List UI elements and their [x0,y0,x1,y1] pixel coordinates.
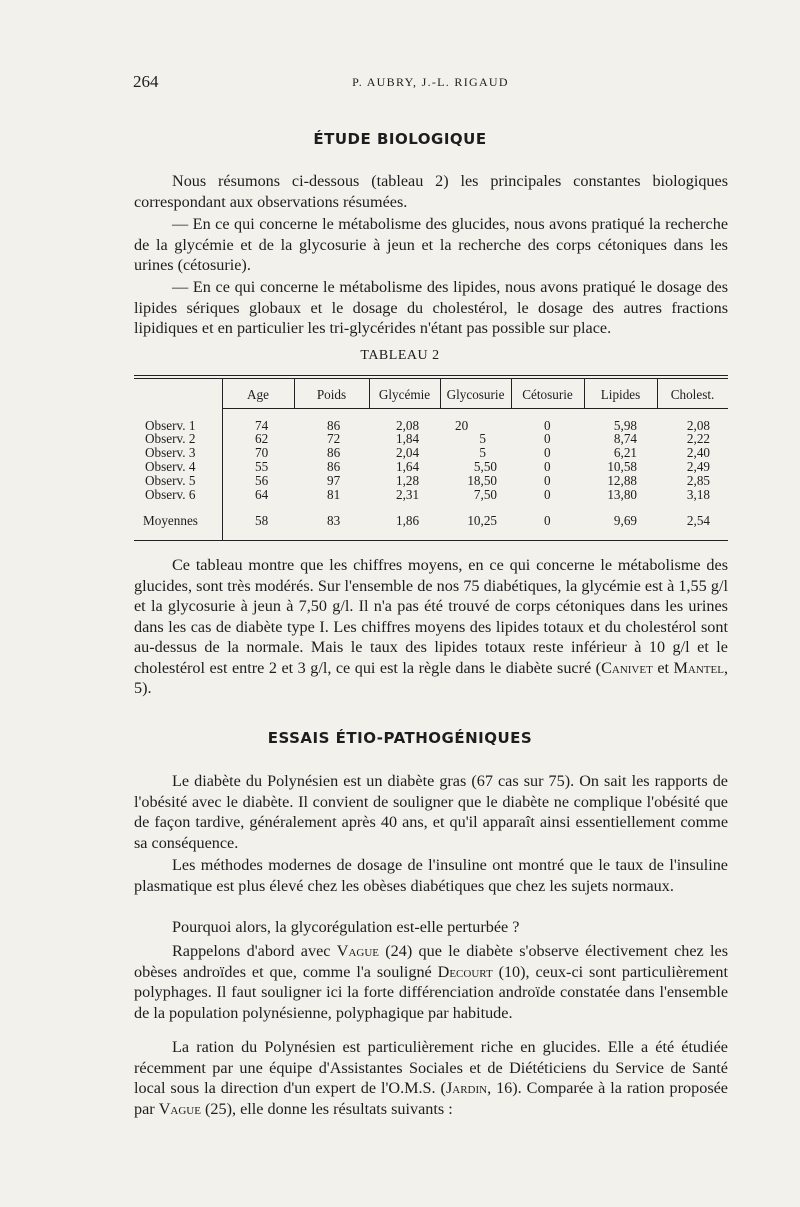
table-cell: 5 [479,445,486,460]
citation-author: Mantel [673,658,724,677]
table-cell: 0 [544,418,551,433]
table-cell: 2,54 [686,513,710,528]
table-row-label: Observ. 2 [145,431,196,446]
ration-text-a: La ration du Polynésien est particulièrement riche en glucides. Elle a été étudiée récemment par une équipe d'Assistantes Sociales et de Diététiciens du Service de Santé local sous la direction d'un expert de l'O.M.S. ( [134,1038,728,1097]
table-cell: 86 [327,459,341,474]
vague-text-a: Rappelons d'abord avec [172,942,337,960]
paragraph-glucides: — En ce qui concerne le métabolisme des glucides, nous avons pratiqué la recherche de la glycémie et de la glycosurie à jeun et la recherche des corps cétoniques dans les urines (cétosurie). [134,215,728,274]
table-cell: 58 [255,513,269,528]
table-row-label: Observ. 6 [145,487,196,502]
running-head: P. AUBRY, J.-L. RIGAUD [352,75,509,89]
analysis-text: Ce tableau montre que les chiffres moyens, en ce qui concerne le métabolisme des glucides, sont très modérés. Sur l'ensemble de nos 75 diabétiques, la glycémie est à 1,55 g/l et la glycosurie à jeun à 7,50 g/l. Il n'a pas été trouvé de corps cétoniques dans les urines dans les cas de diabète type I. Les chiffres moyens des lipides totaux et du cholestérol sont au-dessus de la normale. Mais le taux des lipides totaux reste inférieur à 10 g/l et le cholestérol est entre 2 et 3 g/l, ce qui est la règle dans le diabète sucré ( [134,556,728,677]
table-averages-label: Moyennes [143,513,198,528]
table-cell: 0 [544,459,551,474]
col-header-poids: Poids [316,387,347,402]
table-cell: 1,28 [396,473,420,488]
table-top-rule-2 [134,378,728,379]
table-cell: 86 [327,445,341,460]
table-cell: 55 [255,459,269,474]
page-number: 264 [133,72,159,91]
table-cell: 18,50 [467,473,497,488]
table-header-rule [222,408,728,409]
table-cell: 0 [544,473,551,488]
table-cell: 3,18 [686,487,710,502]
table-cell: 81 [327,487,341,502]
table-cell: 70 [255,445,269,460]
paragraph-vague [134,941,728,1023]
table-cell: 1,84 [396,431,420,446]
citation-author: Jardin [445,1079,488,1097]
table-cell: 2,40 [686,445,710,460]
table-cell: 2,85 [686,473,710,488]
table-row-label: Observ. 1 [145,418,196,433]
table-cell: 72 [327,431,341,446]
section-title-essais: ESSAIS ÉTIO-PATHOGÉNIQUES [267,729,533,747]
table-cell: 10,25 [467,513,497,528]
paragraph-lipides: — En ce qui concerne le métabolisme des lipides, nous avons pratiqué le dosage des lipides sériques globaux et le dosage du cholestérol, le dosage des autres fractions lipidiques et en particulier les tri-glycérides n'étant pas possible sur place. [134,278,728,337]
col-header-cholest: Cholest. [670,387,715,402]
table-cell: 64 [255,487,269,502]
table-cell: 0 [544,487,551,502]
table-cell: 2,31 [396,487,420,502]
ration-text-c: (25), elle donne les résultats suivants : [200,1099,453,1118]
table-row-label: Observ. 4 [145,459,196,474]
table-bottom-rule [134,540,728,541]
section-title-etude-biologique: ÉTUDE BIOLOGIQUE [313,130,487,148]
page-header [133,72,728,96]
table-cell: 74 [255,418,269,433]
table-cell: 5,50 [473,459,497,474]
citation-connector: et [652,658,674,677]
table-cell: 2,08 [396,418,420,433]
table-cell: 2,49 [686,459,710,474]
table-cell: 62 [255,431,269,446]
citation-author: Decourt [437,962,493,981]
table-cell: 1,86 [396,513,420,528]
col-header-cetosurie: Cétosurie [522,387,573,402]
table-cell: 83 [327,513,341,528]
table-cell: 20 [455,418,469,433]
table-cell: 56 [255,473,269,488]
col-header-age: Age [247,387,269,402]
ration-text-b: , 16). Comparée à la ration proposée par [134,1079,728,1118]
citation-tail: , 5). [134,658,728,697]
table-cell: 12,88 [607,473,637,488]
table-cell: 9,69 [613,513,637,528]
table-top-rule [134,375,728,376]
paragraph-intro: Nous résumons ci-dessous (tableau 2) les principales constantes biologiques correspondant aux observations résumées. [134,172,728,211]
table-cell: 0 [544,513,551,528]
table-cell: 2,04 [396,445,420,460]
table-cell: 2,22 [686,431,710,446]
col-header-glycemie: Glycémie [378,387,431,402]
col-header-glycosurie: Glycosurie [446,387,505,402]
table-row-label: Observ. 5 [145,473,196,488]
paragraph-analysis [134,555,728,699]
table-cell: 13,80 [607,487,637,502]
table-cell: 8,74 [613,431,637,446]
col-header-lipides: Lipides [600,387,641,402]
table-caption: TABLEAU 2 [360,348,440,363]
table-row-label: Observ. 3 [145,445,196,460]
paragraph-insuline: Les méthodes modernes de dosage de l'insuline ont montré que le taux de l'insuline plasmatique est plus élevé chez les obèses diabétiques que chez les sujets normaux. [134,856,728,895]
table-cell: 0 [544,431,551,446]
table-cell: 5,98 [613,418,637,433]
table-cell: 5 [479,431,486,446]
table-cell: 6,21 [613,445,637,460]
table-cell: 10,58 [607,459,637,474]
citation-author: Canivet [601,658,653,677]
table-cell: 1,64 [396,459,420,474]
table-cell: 7,50 [473,487,497,502]
vague-text-b: (24) que le diabète s'observe électivement chez les obèses androïdes et que, comme l'a souligné [134,942,729,981]
paragraph-question: Pourquoi alors, la glycorégulation est-elle perturbée ? [172,918,520,936]
paragraph-diabete-gras: Le diabète du Polynésien est un diabète gras (67 cas sur 75). On sait les rapports de l'obésité avec le diabète. Il convient de souligner que le diabète ne complique l'obésité que de façon tardive, généralement après 40 ans, et qu'il apparaît ainsi essentiellement comme sa conséquence. [134,772,728,852]
table-cell: 2,08 [686,418,710,433]
vague-text-c: (10), ceux-ci sont particulièrement polyphages. Il faut souligner ici la forte différenciation androïde constatée dans l'ensemble de la population polynésienne, polyphagique par habitude. [134,962,728,1022]
table-col-divider [222,379,223,540]
citation-author: Vague [158,1099,201,1118]
table-cell: 0 [544,445,551,460]
table-cell: 86 [327,418,341,433]
table-cell: 97 [327,473,341,488]
paragraph-ration [134,1037,728,1119]
citation-author: Vague [336,942,379,960]
